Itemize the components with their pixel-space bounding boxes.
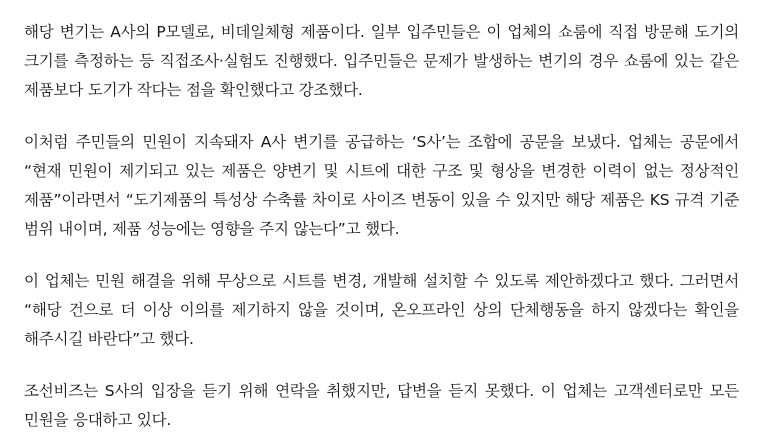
article-paragraph: 이 업체는 민원 해결을 위해 무상으로 시트를 변경, 개발해 설치할 수 있도록 제안하겠다고 했다. 그러면서 “해당 건으로 더 이상 이의를 제기하지 않을 것이며, 온오프라인 상의 단체행동을 하지 않겠다는 확인을 해주시길 바란다”고 했다. xyxy=(24,272,739,348)
article-paragraph: 조선비즈는 S사의 입장을 듣기 위해 연락을 취했지만, 답변을 듣지 못했다. 이 업체는 고객센터로만 모든 민원을 응대하고 있다. xyxy=(24,382,739,429)
article-paragraph: 이처럼 주민들의 민원이 지속돼자 A사 변기를 공급하는 ‘S사’는 조합에 공문을 보냈다. 업체는 공문에서 “현재 민원이 제기되고 있는 제품은 양변기 및 시트에 대한 구조 및 형상을 변경한 이력이 없는 정상적인 제품”이라면서 “도기제품의 특성상 수축률 차이로 사이즈 변동이 있을 수 있지만 해당 제품은 KS 규격 기준 범위 내이며, 제품 성능에는 영향을 주지 않는다”고 했다. xyxy=(24,133,739,238)
article-paragraph: 해당 변기는 A사의 P모델로, 비데일체형 제품이다. 일부 입주민들은 이 업체의 쇼룸에 직접 방문해 도기의 크기를 측정하는 등 직접조사·실험도 진행했다. 입주민들은 문제가 발생하는 변기의 경우 쇼룸에 있는 같은 제품보다 도기가 작다는 점을 확인했다고 강조했다. xyxy=(24,23,739,99)
